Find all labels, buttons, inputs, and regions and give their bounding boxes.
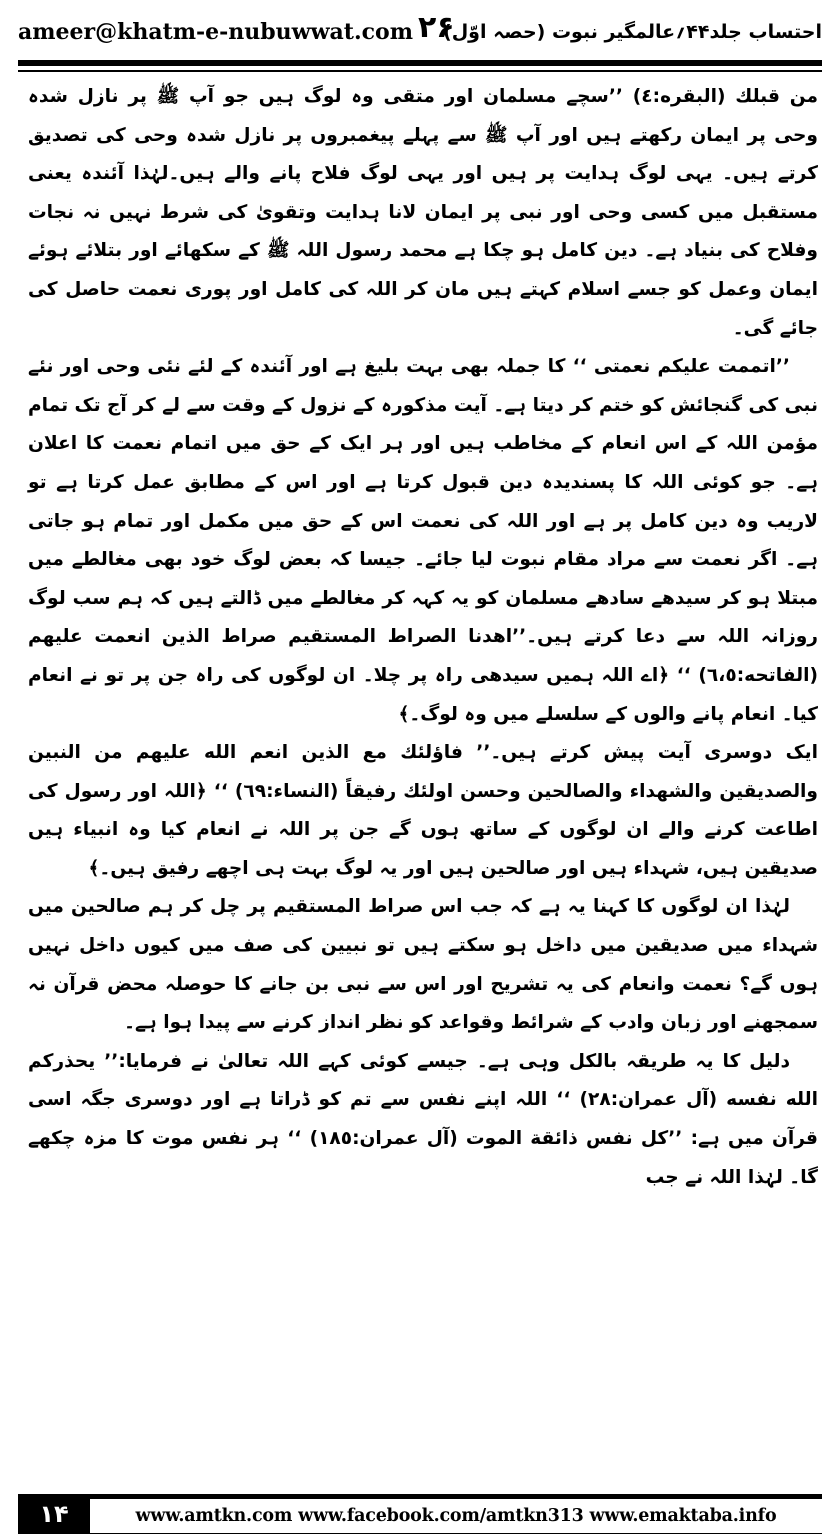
footer-page-number: ۱۴ xyxy=(18,1494,90,1534)
paragraph-2: ’’اتممت عليكم نعمتی ‘‘ کا جملہ بھی بہت بلیغ ہے اور آئندہ کے لئے نئی وحی اور نئے نبی کی گنجائش کو ختم کر دیتا ہے۔ آیت مذکورہ کے نزول کے وقت سے لے کر آج تک تمام مؤمن اللہ کے اس انعام کے مخاطب ہیں اور ہر ایک کے حق میں اتمام نعمت کا اعلان ہے۔ جو کوئی اللہ کا پسندیدہ دین قبول کرتا ہے اور اس کے مطابق عمل کرتا ہے تو لاریب وہ دین کامل پر ہے اور اللہ کی نعمت اس کے حق میں مکمل اور تمام ہو جاتی ہے۔ اگر نعمت سے مراد مقام نبوت لیا جائے۔ جیسا کہ بعض لوگ خود بھی مغالطے میں مبتلا ہو کر سیدھے سادھے مسلمان کو یہ کہہ کر مغالطے میں ڈالتے ہیں کہ ہم سب لوگ روزانہ اللہ سے دعا کرتے ہیں۔’’اهدنا الصراط المستقيم صراط الذين انعمت عليهم (الفاتحه:٦،٥) ‘‘ ﴿اے اللہ ہمیں سیدھی راہ پر چلا۔ ان لوگوں کی راہ جن پر تو نے انعام کیا۔ انعام پانے والوں کے سلسلے میں وہ لوگ۔﴾ xyxy=(28,356,818,725)
paragraph-5: دلیل کا یہ طریقہ بالکل وہی ہے۔ جیسے کوئی کہے اللہ تعالیٰ نے فرمایا:’’ يحذركم الله نفسه (آل عمران:٢٨) ‘‘ اللہ اپنے نفس سے تم کو ڈراتا ہے اور دوسری جگہ اسی قرآن میں ہے: ’’كل نفس ذائقة الموت (آل عمران:١٨٥) ‘‘ ہر نفس موت کا مزہ چکھے گا۔ لہٰذا اللہ نے جب xyxy=(28,1050,819,1188)
page-body xyxy=(28,78,818,1197)
page-header xyxy=(18,12,822,52)
header-rule-thick xyxy=(18,60,822,66)
paragraph-3: ایک دوسری آیت پیش کرتے ہیں۔’’ فاؤلئك مع الذين انعم الله عليهم من النبين والصديقين والشهداء والصالحين وحسن اولئك رفيقاً (النساء:٦٩) ‘‘ ﴿اللہ اور رسول کی اطاعت کرنے والے ان لوگوں کے ساتھ ہوں گے جن پر اللہ نے انعام کیا وہ انبیاء ہیں صدیقین ہیں، شہداء ہیں اور صالحین ہیں اور یہ لوگ بہت ہی اچھے رفیق ہیں۔﴾ xyxy=(28,742,818,879)
footer-links[interactable]: www.amtkn.com www.facebook.com/amtkn313 www.emaktaba.info xyxy=(90,1494,822,1534)
paragraph-4: لہٰذا ان لوگوں کا کہنا یہ ہے کہ جب اس صراط المستقیم پر چل کر ہم صالحین میں شہداء میں صدیقین میں داخل ہو سکتے ہیں تو نبیین کی صف میں کیوں داخل نہیں ہوں گے؟ نعمت وانعام کی یہ تشریح اور اس سے نبی بن جانے کا حوصلہ محض قرآن نہ سمجھنے اور زبان وادب کے شرائط وقواعد کو نظر انداز کرنے سے پیدا ہوا ہے۔ xyxy=(28,896,818,1034)
header-email[interactable]: ameer@khatm-e-nubuwwat.com xyxy=(18,19,413,45)
paragraph-1: من قبلك (البقره:٤) ’’سچے مسلمان اور متقی وہ لوگ ہیں جو آپ ﷺ پر نازل شدہ وحی پر ایمان رکھتے ہیں اور آپ ﷺ سے پہلے پیغمبروں پر نازل شدہ وحی کی تصدیق کرتے ہیں۔ یہی لوگ ہدایت پر ہیں اور یہی لوگ فلاح پانے والے ہیں۔لہٰذا آئندہ یعنی مستقبل میں کسی وحی اور نبی پر ایمان لانا ہدایت وتقویٰ کی شرط نہیں نہ نجات وفلاح کی بنیاد ہے۔ دین کامل ہو چکا ہے محمد رسول اللہ ﷺ کے سکھائے اور بتلائے ہوئے ایمان وعمل کو جسے اسلام کہتے ہیں مان کر اللہ کی کامل اور پوری نعمت حاصل کی جائے گی۔ xyxy=(28,86,818,339)
header-book-title: احتساب جلد۴۴؍عالمگیر نبوت (حصہ اوّل) xyxy=(443,21,822,43)
header-page-number: ۲۶ xyxy=(418,10,455,45)
header-rule-thin xyxy=(18,70,822,72)
page-footer xyxy=(18,1494,822,1534)
